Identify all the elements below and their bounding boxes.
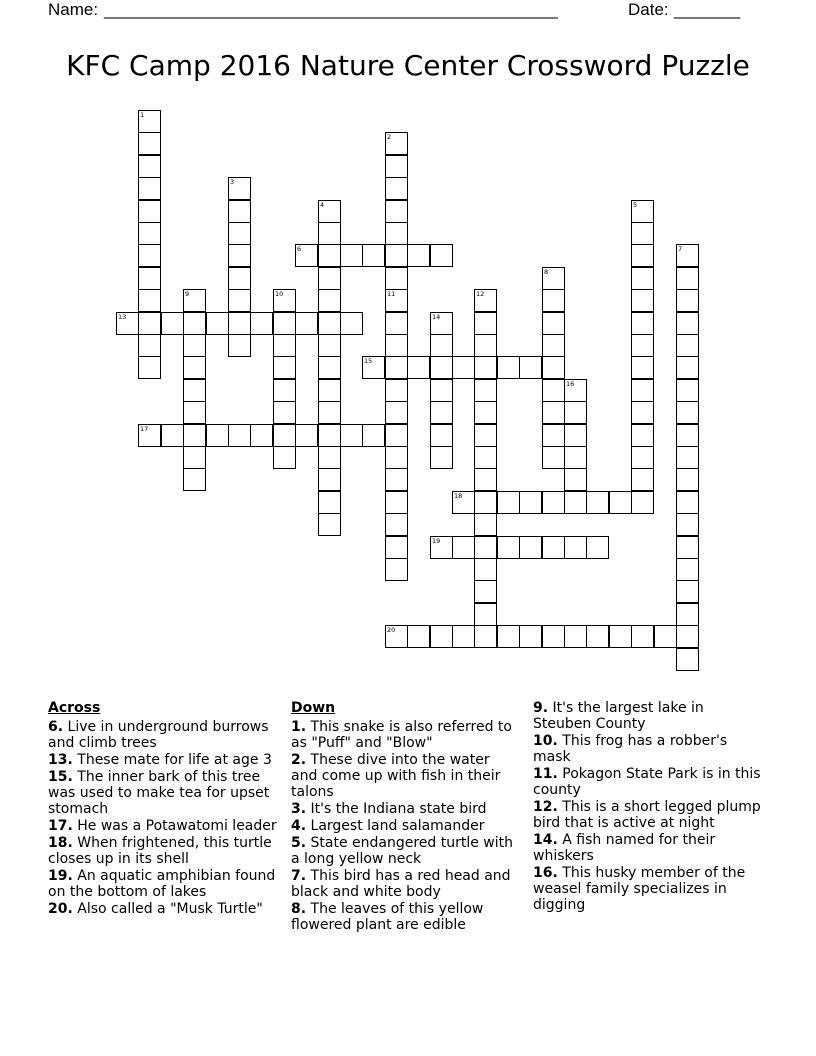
name-label: Name:	[48, 0, 99, 19]
down-clue	[291, 752, 519, 800]
grid-cell[interactable]	[430, 424, 453, 447]
grid-cell[interactable]	[542, 446, 565, 469]
grid-cell[interactable]	[183, 468, 206, 491]
clue-number: 12.	[533, 799, 558, 815]
clue-text: These mate for life at age 3	[77, 752, 272, 768]
grid-cell[interactable]	[497, 356, 520, 379]
grid-cell[interactable]	[631, 446, 654, 469]
grid-cell[interactable]	[385, 625, 408, 648]
grid-cell[interactable]	[318, 334, 341, 357]
grid-cell[interactable]	[318, 267, 341, 290]
grid-cell[interactable]	[138, 132, 161, 155]
clue-number: 20.	[48, 901, 73, 917]
grid-cell[interactable]	[340, 424, 363, 447]
grid-cell[interactable]	[138, 334, 161, 357]
grid-cell[interactable]	[340, 244, 363, 267]
grid-cell[interactable]	[430, 401, 453, 424]
grid-cell[interactable]	[430, 379, 453, 402]
down-clue	[291, 801, 519, 817]
grid-cell[interactable]	[385, 536, 408, 559]
grid-cell[interactable]	[474, 289, 497, 312]
date-field[interactable]: _______	[674, 0, 741, 19]
clue-number: 8.	[291, 901, 307, 917]
grid-cell[interactable]	[631, 625, 654, 648]
grid-cell[interactable]	[474, 625, 497, 648]
cell-number: 5	[633, 201, 638, 209]
grid-cell[interactable]	[318, 200, 341, 223]
cell-number: 1	[140, 111, 145, 119]
across-clue	[48, 835, 280, 867]
grid-cell[interactable]	[318, 289, 341, 312]
grid-cell[interactable]	[676, 603, 699, 626]
grid-cell[interactable]	[385, 513, 408, 536]
cell-number: 18	[454, 492, 463, 500]
grid-cell[interactable]	[318, 244, 341, 267]
grid-cell[interactable]	[273, 356, 296, 379]
clue-number: 4.	[291, 818, 307, 834]
grid-cell[interactable]	[183, 356, 206, 379]
grid-cell[interactable]	[228, 289, 251, 312]
down-heading: Down	[291, 700, 336, 716]
clue-text: This is a short legged plump bird that is active at night	[533, 799, 761, 831]
grid-cell[interactable]	[407, 625, 430, 648]
clue-number: 5.	[291, 835, 307, 851]
cell-number: 6	[297, 245, 302, 253]
across-clue	[48, 901, 280, 917]
grid-cell[interactable]	[318, 356, 341, 379]
across-clue	[48, 719, 280, 751]
grid-cell[interactable]	[385, 356, 408, 379]
cell-number: 10	[275, 290, 284, 298]
grid-cell[interactable]	[542, 491, 565, 514]
grid-cell[interactable]	[474, 446, 497, 469]
clue-text: It's the largest lake in Steuben County	[533, 700, 704, 732]
grid-cell[interactable]	[228, 200, 251, 223]
grid-cell[interactable]	[295, 312, 318, 335]
grid-cell[interactable]	[542, 289, 565, 312]
grid-cell[interactable]	[474, 379, 497, 402]
grid-cell[interactable]	[586, 625, 609, 648]
clue-text: When frightened, this turtle closes up in its shell	[48, 835, 272, 867]
grid-cell[interactable]	[676, 580, 699, 603]
grid-cell[interactable]	[631, 379, 654, 402]
grid-cell[interactable]	[228, 424, 251, 447]
grid-cell[interactable]	[474, 580, 497, 603]
grid-cell[interactable]	[676, 289, 699, 312]
cell-number: 12	[476, 290, 485, 298]
grid-cell[interactable]	[385, 468, 408, 491]
grid-cell[interactable]	[564, 625, 587, 648]
grid-cell[interactable]	[452, 625, 475, 648]
across-clue	[48, 752, 280, 768]
cell-number: 8	[544, 268, 549, 276]
grid-cell[interactable]	[362, 244, 385, 267]
clue-text: The leaves of this yellow flowered plant are edible	[291, 901, 484, 933]
grid-cell[interactable]	[407, 356, 430, 379]
name-field[interactable]: ________________________________________________	[104, 0, 558, 19]
grid-cell[interactable]	[161, 424, 184, 447]
grid-cell[interactable]	[519, 356, 542, 379]
grid-cell[interactable]	[474, 424, 497, 447]
grid-cell[interactable]	[430, 536, 453, 559]
grid-cell[interactable]	[474, 558, 497, 581]
grid-cell[interactable]	[385, 244, 408, 267]
clue-number: 11.	[533, 766, 558, 782]
grid-cell[interactable]	[654, 625, 677, 648]
grid-cell[interactable]	[542, 267, 565, 290]
grid-cell[interactable]	[318, 379, 341, 402]
grid-cell[interactable]	[631, 312, 654, 335]
grid-cell[interactable]	[631, 334, 654, 357]
grid-cell[interactable]	[631, 200, 654, 223]
grid-cell[interactable]	[430, 446, 453, 469]
grid-cell[interactable]	[362, 356, 385, 379]
grid-cell[interactable]	[676, 558, 699, 581]
clue-text: An aquatic amphibian found on the bottom of lakes	[48, 868, 276, 900]
grid-cell[interactable]	[631, 401, 654, 424]
grid-cell[interactable]	[318, 468, 341, 491]
grid-cell[interactable]	[564, 446, 587, 469]
grid-cell[interactable]	[138, 177, 161, 200]
grid-cell[interactable]	[228, 334, 251, 357]
down-clue	[291, 835, 519, 867]
grid-cell[interactable]	[474, 468, 497, 491]
grid-cell[interactable]	[564, 379, 587, 402]
grid-cell[interactable]	[385, 267, 408, 290]
grid-cell[interactable]	[676, 513, 699, 536]
grid-cell[interactable]	[138, 267, 161, 290]
down-clue	[533, 700, 761, 732]
grid-cell[interactable]	[385, 446, 408, 469]
across-clue	[48, 769, 280, 817]
clue-number: 2.	[291, 752, 307, 768]
grid-cell[interactable]	[385, 401, 408, 424]
grid-cell[interactable]	[318, 446, 341, 469]
grid-cell[interactable]	[228, 222, 251, 245]
grid-cell[interactable]	[676, 312, 699, 335]
across-clue	[48, 868, 280, 900]
grid-cell[interactable]	[385, 132, 408, 155]
grid-cell[interactable]	[183, 312, 206, 335]
grid-cell[interactable]	[228, 312, 251, 335]
clue-text: This husky member of the weasel family specializes in digging	[533, 865, 746, 913]
grid-cell[interactable]	[161, 312, 184, 335]
grid-cell[interactable]	[138, 289, 161, 312]
clue-text: He was a Potawatomi leader	[77, 818, 277, 834]
cell-number: 19	[432, 537, 441, 545]
grid-cell[interactable]	[385, 491, 408, 514]
cell-number: 4	[320, 201, 325, 209]
grid-cell[interactable]	[183, 379, 206, 402]
grid-cell[interactable]	[385, 222, 408, 245]
grid-cell[interactable]	[318, 401, 341, 424]
across-heading: Across	[48, 700, 101, 716]
grid-cell[interactable]	[497, 536, 520, 559]
cell-number: 14	[432, 313, 441, 321]
cell-number: 11	[387, 290, 396, 298]
cell-number: 16	[566, 380, 575, 388]
grid-cell[interactable]	[564, 536, 587, 559]
clue-text: A fish named for their whiskers	[533, 832, 716, 864]
grid-cell[interactable]	[183, 334, 206, 357]
clue-number: 3.	[291, 801, 307, 817]
grid-cell[interactable]	[676, 446, 699, 469]
down-clues-continued	[533, 700, 761, 914]
grid-cell[interactable]	[295, 424, 318, 447]
clue-number: 18.	[48, 835, 73, 851]
grid-cell[interactable]	[631, 222, 654, 245]
clue-number: 7.	[291, 868, 307, 884]
grid-cell[interactable]	[385, 558, 408, 581]
grid-cell[interactable]	[273, 401, 296, 424]
clue-text: This bird has a red head and black and white body	[291, 868, 511, 900]
down-clue	[533, 865, 761, 913]
clue-text: Pokagon State Park is in this county	[533, 766, 761, 798]
grid-cell[interactable]	[497, 491, 520, 514]
grid-cell[interactable]	[430, 625, 453, 648]
cell-number: 9	[185, 290, 190, 298]
grid-cell[interactable]	[430, 244, 453, 267]
grid-cell[interactable]	[542, 536, 565, 559]
clue-text: This snake is also referred to as "Puff" and "Blow"	[291, 719, 512, 751]
grid-cell[interactable]	[631, 491, 654, 514]
down-clue	[291, 818, 519, 834]
grid-cell[interactable]	[228, 244, 251, 267]
grid-cell[interactable]	[474, 513, 497, 536]
grid-cell[interactable]	[676, 468, 699, 491]
grid-cell[interactable]	[273, 289, 296, 312]
clue-text: It's the Indiana state bird	[310, 801, 487, 817]
grid-cell[interactable]	[564, 491, 587, 514]
down-clue	[533, 766, 761, 798]
down-clue	[533, 799, 761, 831]
grid-cell[interactable]	[676, 379, 699, 402]
grid-cell[interactable]	[273, 334, 296, 357]
grid-cell[interactable]	[542, 379, 565, 402]
grid-cell[interactable]	[430, 334, 453, 357]
grid-cell[interactable]	[586, 536, 609, 559]
grid-cell[interactable]	[631, 289, 654, 312]
grid-cell[interactable]	[228, 267, 251, 290]
grid-cell[interactable]	[676, 334, 699, 357]
grid-cell[interactable]	[474, 491, 497, 514]
grid-cell[interactable]	[116, 312, 139, 335]
cell-number: 20	[387, 626, 396, 634]
grid-cell[interactable]	[542, 625, 565, 648]
grid-cell[interactable]	[183, 401, 206, 424]
grid-cell[interactable]	[362, 424, 385, 447]
grid-cell[interactable]	[206, 424, 229, 447]
clue-number: 19.	[48, 868, 73, 884]
clue-number: 10.	[533, 733, 558, 749]
grid-cell[interactable]	[385, 334, 408, 357]
grid-cell[interactable]	[138, 110, 161, 133]
grid-cell[interactable]	[318, 513, 341, 536]
grid-cell[interactable]	[676, 356, 699, 379]
grid-cell[interactable]	[676, 491, 699, 514]
date-label: Date:	[628, 0, 669, 19]
cell-number: 13	[118, 313, 127, 321]
clue-number: 15.	[48, 769, 73, 785]
grid-cell[interactable]	[273, 312, 296, 335]
grid-cell[interactable]	[138, 312, 161, 335]
grid-cell[interactable]	[519, 536, 542, 559]
grid-cell[interactable]	[138, 356, 161, 379]
grid-cell[interactable]	[183, 289, 206, 312]
grid-cell[interactable]	[676, 267, 699, 290]
grid-cell[interactable]	[452, 491, 475, 514]
grid-cell[interactable]	[519, 625, 542, 648]
across-clue	[48, 818, 280, 834]
grid-cell[interactable]	[206, 312, 229, 335]
grid-cell[interactable]	[542, 401, 565, 424]
grid-cell[interactable]	[676, 244, 699, 267]
grid-cell[interactable]	[542, 424, 565, 447]
grid-cell[interactable]	[273, 379, 296, 402]
grid-cell[interactable]	[676, 648, 699, 671]
grid-cell[interactable]	[542, 334, 565, 357]
grid-cell[interactable]	[385, 379, 408, 402]
grid-cell[interactable]	[474, 312, 497, 335]
cell-number: 15	[364, 357, 373, 365]
grid-cell[interactable]	[631, 356, 654, 379]
grid-cell[interactable]	[318, 424, 341, 447]
grid-cell[interactable]	[340, 312, 363, 335]
grid-cell[interactable]	[631, 424, 654, 447]
clue-number: 13.	[48, 752, 73, 768]
clue-text: Also called a "Musk Turtle"	[77, 901, 263, 917]
grid-cell[interactable]	[385, 312, 408, 335]
grid-cell[interactable]	[273, 424, 296, 447]
clue-number: 6.	[48, 719, 64, 735]
grid-cell[interactable]	[385, 289, 408, 312]
grid-cell[interactable]	[676, 424, 699, 447]
clue-number: 14.	[533, 832, 558, 848]
across-clues	[48, 700, 280, 918]
grid-cell[interactable]	[138, 222, 161, 245]
grid-cell[interactable]	[452, 536, 475, 559]
grid-cell[interactable]	[609, 625, 632, 648]
grid-cell[interactable]	[273, 446, 296, 469]
clue-text: This frog has a robber's mask	[533, 733, 728, 765]
grid-cell[interactable]	[474, 401, 497, 424]
grid-cell[interactable]	[542, 356, 565, 379]
grid-cell[interactable]	[631, 468, 654, 491]
grid-cell[interactable]	[609, 491, 632, 514]
clue-text: The inner bark of this tree was used to make tea for upset stomach	[48, 769, 270, 817]
grid-cell[interactable]	[183, 446, 206, 469]
cell-number: 2	[387, 133, 392, 141]
grid-cell[interactable]	[385, 424, 408, 447]
page-title: KFC Camp 2016 Nature Center Crossword Puzzle	[66, 49, 750, 82]
grid-cell[interactable]	[138, 200, 161, 223]
clue-number: 1.	[291, 719, 307, 735]
clue-text: State endangered turtle with a long yellow neck	[291, 835, 514, 867]
grid-cell[interactable]	[318, 222, 341, 245]
grid-cell[interactable]	[250, 312, 273, 335]
grid-cell[interactable]	[138, 244, 161, 267]
grid-cell[interactable]	[474, 356, 497, 379]
grid-cell[interactable]	[519, 491, 542, 514]
grid-cell[interactable]	[138, 424, 161, 447]
down-clue	[291, 901, 519, 933]
grid-cell[interactable]	[542, 312, 565, 335]
down-clue	[533, 733, 761, 765]
clue-number: 9.	[533, 700, 549, 716]
grid-cell[interactable]	[676, 401, 699, 424]
grid-cell[interactable]	[631, 267, 654, 290]
down-clues	[291, 700, 519, 934]
clue-text: These dive into the water and come up with fish in their talons	[291, 752, 501, 800]
clue-number: 17.	[48, 818, 73, 834]
clue-text: Largest land salamander	[310, 818, 485, 834]
cell-number: 17	[140, 425, 149, 433]
grid-cell[interactable]	[183, 424, 206, 447]
grid-cell[interactable]	[430, 356, 453, 379]
grid-cell[interactable]	[497, 625, 520, 648]
grid-cell[interactable]	[564, 424, 587, 447]
grid-cell[interactable]	[385, 177, 408, 200]
cell-number: 7	[678, 245, 683, 253]
grid-cell[interactable]	[676, 625, 699, 648]
down-clue	[291, 719, 519, 751]
cell-number: 3	[230, 178, 235, 186]
grid-cell[interactable]	[228, 177, 251, 200]
clue-text: Live in underground burrows and climb trees	[48, 719, 269, 751]
grid-cell[interactable]	[564, 468, 587, 491]
clue-number: 16.	[533, 865, 558, 881]
grid-cell[interactable]	[407, 244, 430, 267]
grid-cell[interactable]	[318, 312, 341, 335]
grid-cell[interactable]	[385, 200, 408, 223]
grid-cell[interactable]	[430, 312, 453, 335]
grid-cell[interactable]	[452, 356, 475, 379]
down-clue	[291, 868, 519, 900]
grid-cell[interactable]	[676, 536, 699, 559]
grid-cell[interactable]	[586, 491, 609, 514]
grid-cell[interactable]	[564, 401, 587, 424]
header	[48, 0, 748, 22]
grid-cell[interactable]	[318, 491, 341, 514]
grid-cell[interactable]	[385, 155, 408, 178]
grid-cell[interactable]	[474, 334, 497, 357]
grid-cell[interactable]	[474, 603, 497, 626]
grid-cell[interactable]	[295, 244, 318, 267]
grid-cell[interactable]	[631, 244, 654, 267]
grid-cell[interactable]	[250, 424, 273, 447]
down-clue	[533, 832, 761, 864]
grid-cell[interactable]	[138, 155, 161, 178]
grid-cell[interactable]	[474, 536, 497, 559]
